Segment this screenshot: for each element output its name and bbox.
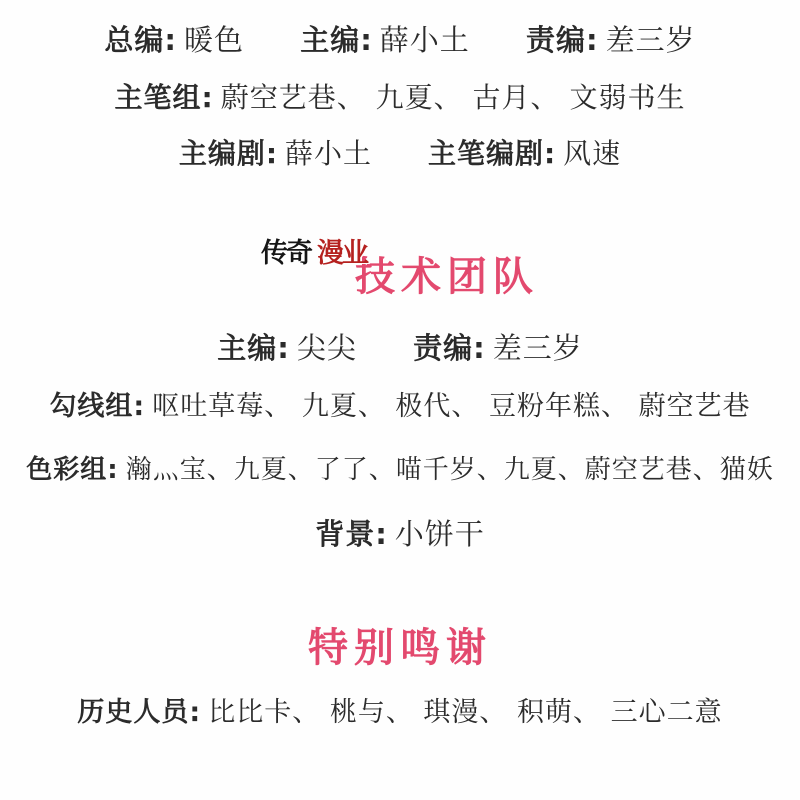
credit-label: 背景: <box>315 517 388 551</box>
tech-team-title: 技术团队 <box>355 254 540 300</box>
credit-group-chief-editor <box>104 18 244 59</box>
credits-line-scriptwriters <box>0 132 800 172</box>
studio-logo-text-bottom: 漫业 <box>317 238 368 269</box>
credit-value: 小饼干 <box>394 517 485 551</box>
credit-label: 历史人员: <box>77 697 202 728</box>
credit-value: 尖尖 <box>296 331 357 365</box>
credit-group-pen <box>115 76 686 116</box>
special-thanks-header <box>0 626 800 670</box>
credit-group-responsible-editor <box>526 18 696 59</box>
tech-team-line-art-group <box>0 384 800 423</box>
credit-group-line-art <box>49 384 750 423</box>
credit-group-history <box>77 690 722 729</box>
credit-group-background <box>315 512 485 553</box>
credit-group-team-editor <box>217 326 357 367</box>
credit-label: 责编: <box>413 331 486 365</box>
credits-line-pen-group <box>0 76 800 116</box>
credit-value: 差三岁 <box>605 23 696 57</box>
tech-team-line-editors <box>0 326 800 367</box>
credit-label: 勾线组: <box>49 391 146 422</box>
credit-group-color <box>26 449 773 486</box>
tech-team-header <box>0 240 800 318</box>
credit-value: 蔚空艺巷、 九夏、 古月、 文弱书生 <box>220 81 686 114</box>
credit-group-team-responsible-editor <box>413 326 583 367</box>
credit-group-main-scriptwriter <box>428 132 621 172</box>
tech-team-background-artist <box>0 512 800 553</box>
credit-label: 色彩组: <box>26 455 119 485</box>
special-thanks-history-line <box>0 690 800 729</box>
credit-value: 呕吐草莓、 九夏、 极代、 豆粉年糕、 蔚空艺巷 <box>152 391 751 422</box>
credit-value: 瀚灬宝、九夏、了了、喵千岁、九夏、蔚空艺巷、猫妖 <box>125 455 774 485</box>
credit-label: 主笔编剧: <box>427 137 557 170</box>
credit-value: 薛小土 <box>379 23 470 57</box>
credit-label: 主编: <box>217 331 290 365</box>
credit-value: 薛小土 <box>285 137 373 170</box>
credit-label: 总编: <box>104 23 177 57</box>
credit-value: 差三岁 <box>492 331 583 365</box>
credit-value: 风速 <box>563 137 622 170</box>
credit-group-main-editor <box>300 18 470 59</box>
studio-logo-text-top: 传奇 <box>260 238 311 269</box>
credit-label: 主笔组: <box>114 81 214 114</box>
studio-logo <box>260 238 368 314</box>
special-thanks-title: 特别鸣谢 <box>308 625 492 671</box>
tech-team-color-group <box>0 449 800 486</box>
credit-value: 比比卡、 桃与、 琪漫、 积萌、 三心二意 <box>208 697 723 728</box>
credit-label: 主编剧: <box>178 137 279 170</box>
credit-group-chief-scriptwriter <box>179 132 372 172</box>
credit-label: 主编: <box>300 23 373 57</box>
credits-line-chief-editors <box>0 18 800 59</box>
credit-value: 暖色 <box>183 23 244 57</box>
credit-label: 责编: <box>526 23 599 57</box>
